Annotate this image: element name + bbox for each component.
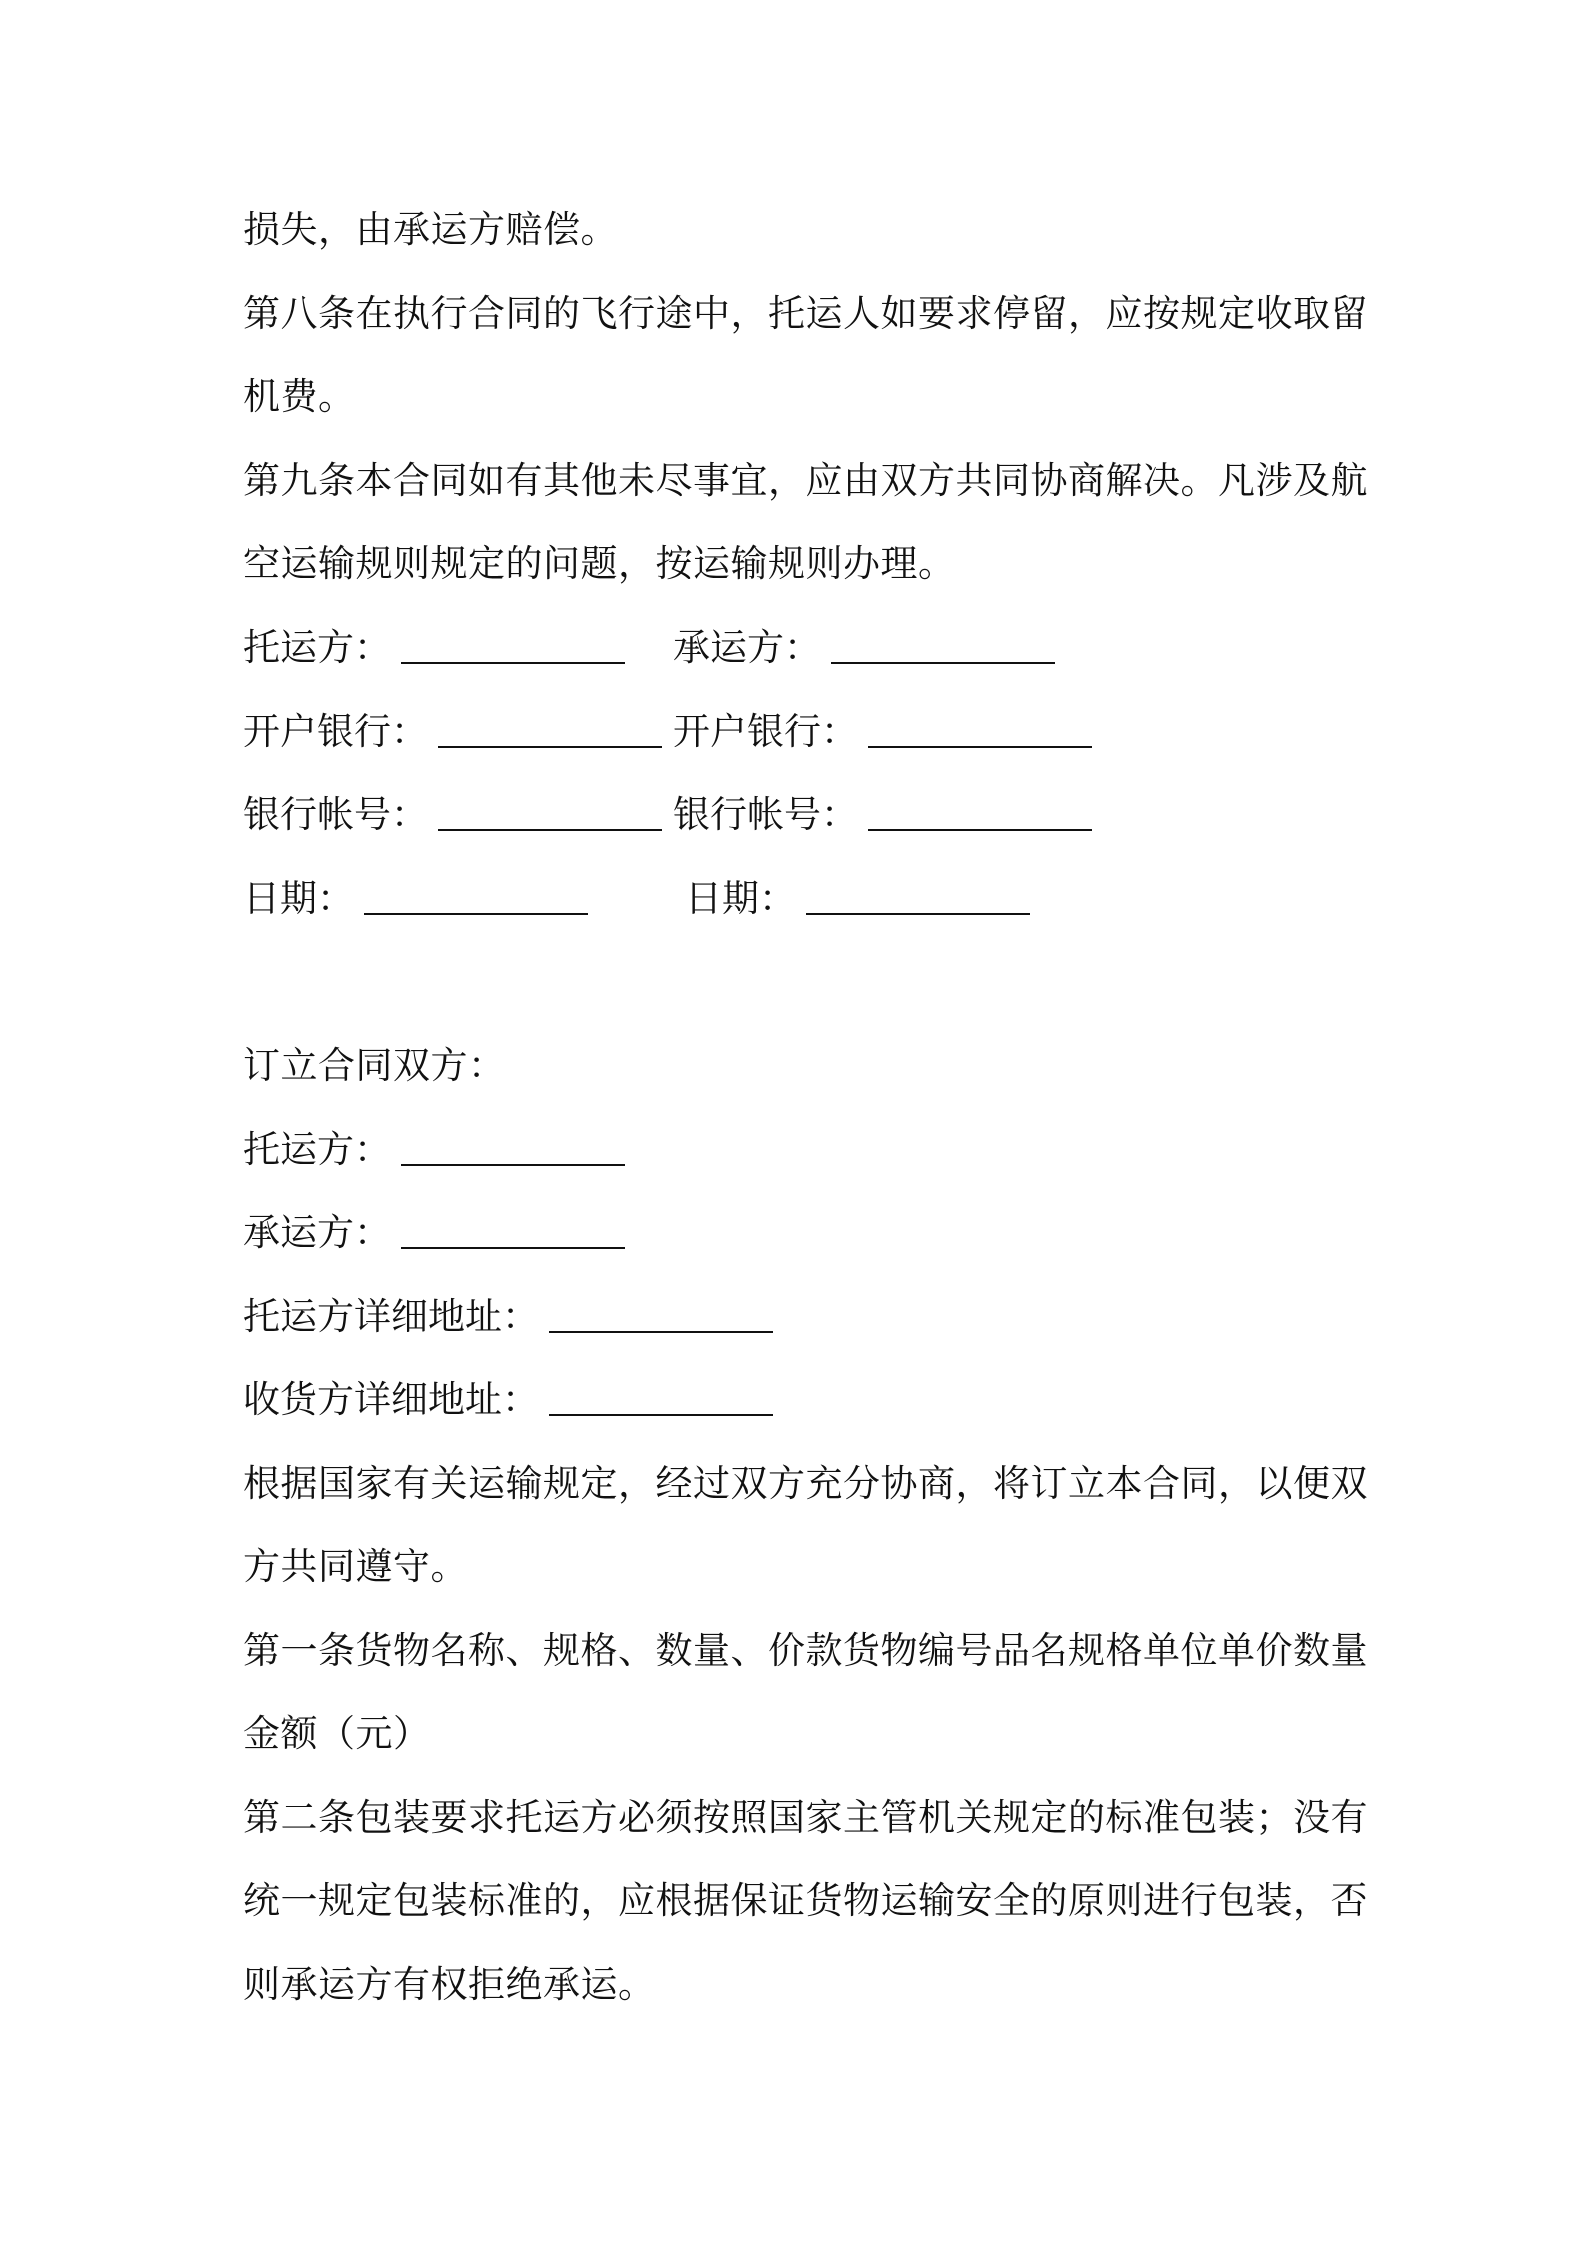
- article-9-line-1: 第九条本合同如有其他未尽事宜，应由双方共同协商解决。凡涉及航: [243, 459, 1368, 502]
- carrier-date-field: [685, 877, 1030, 921]
- carrier-account-blank[interactable]: [868, 799, 1092, 831]
- shipper-address-field: [243, 1295, 773, 1339]
- article-1-line-1: 第一条货物名称、规格、数量、价款货物编号品名规格单位单价数量: [243, 1629, 1368, 1672]
- carrier-date-label: 日期：: [685, 877, 796, 920]
- shipper-account-label: 银行帐号：: [243, 793, 428, 836]
- article-2-line-1: 第二条包装要求托运方必须按照国家主管机关规定的标准包装；没有: [243, 1796, 1368, 1839]
- shipper-bank-blank[interactable]: [438, 716, 662, 748]
- parties-carrier-field: [243, 1211, 625, 1255]
- shipper-label: 托运方：: [243, 626, 391, 669]
- carrier-bank-label: 开户银行：: [673, 710, 858, 753]
- article-2-line-3: 则承运方有权拒绝承运。: [243, 1963, 656, 2006]
- article-8-line-2: 机费。: [243, 375, 356, 418]
- shipper-blank[interactable]: [401, 632, 625, 664]
- article-2-line-2: 统一规定包装标准的，应根据保证货物运输安全的原则进行包装，否: [243, 1879, 1368, 1922]
- shipper-account-blank[interactable]: [438, 799, 662, 831]
- shipper-date-field: [243, 877, 588, 921]
- contract-parties-heading: 订立合同双方：: [243, 1044, 506, 1087]
- parties-carrier-blank[interactable]: [401, 1217, 625, 1249]
- carrier-blank[interactable]: [831, 632, 1055, 664]
- shipper-signature-field: [243, 626, 625, 670]
- intro-line-2: 方共同遵守。: [243, 1545, 468, 1588]
- consignee-address-label: 收货方详细地址：: [243, 1378, 539, 1421]
- carrier-bank-field: [673, 710, 1092, 754]
- parties-shipper-field: [243, 1128, 625, 1172]
- shipper-bank-label: 开户银行：: [243, 710, 428, 753]
- shipper-date-label: 日期：: [243, 877, 354, 920]
- intro-line-1: 根据国家有关运输规定，经过双方充分协商，将订立本合同，以便双: [243, 1462, 1368, 1505]
- carrier-label: 承运方：: [673, 626, 821, 669]
- parties-shipper-blank[interactable]: [401, 1134, 625, 1166]
- parties-shipper-label: 托运方：: [243, 1128, 391, 1171]
- shipper-bank-field: [243, 710, 662, 754]
- article-8-line-1: 第八条在执行合同的飞行途中，托运人如要求停留，应按规定收取留: [243, 292, 1368, 335]
- paragraph-line: 损失，由承运方赔偿。: [243, 208, 618, 251]
- consignee-address-blank[interactable]: [549, 1384, 773, 1416]
- carrier-account-field: [673, 793, 1092, 837]
- carrier-date-blank[interactable]: [806, 883, 1030, 915]
- shipper-date-blank[interactable]: [364, 883, 588, 915]
- parties-carrier-label: 承运方：: [243, 1211, 391, 1254]
- consignee-address-field: [243, 1378, 773, 1422]
- carrier-signature-field: [673, 626, 1055, 670]
- article-1-line-2: 金额（元）: [243, 1712, 431, 1755]
- shipper-address-label: 托运方详细地址：: [243, 1295, 539, 1338]
- article-9-line-2: 空运输规则规定的问题，按运输规则办理。: [243, 542, 956, 585]
- shipper-address-blank[interactable]: [549, 1301, 773, 1333]
- carrier-account-label: 银行帐号：: [673, 793, 858, 836]
- carrier-bank-blank[interactable]: [868, 716, 1092, 748]
- shipper-account-field: [243, 793, 662, 837]
